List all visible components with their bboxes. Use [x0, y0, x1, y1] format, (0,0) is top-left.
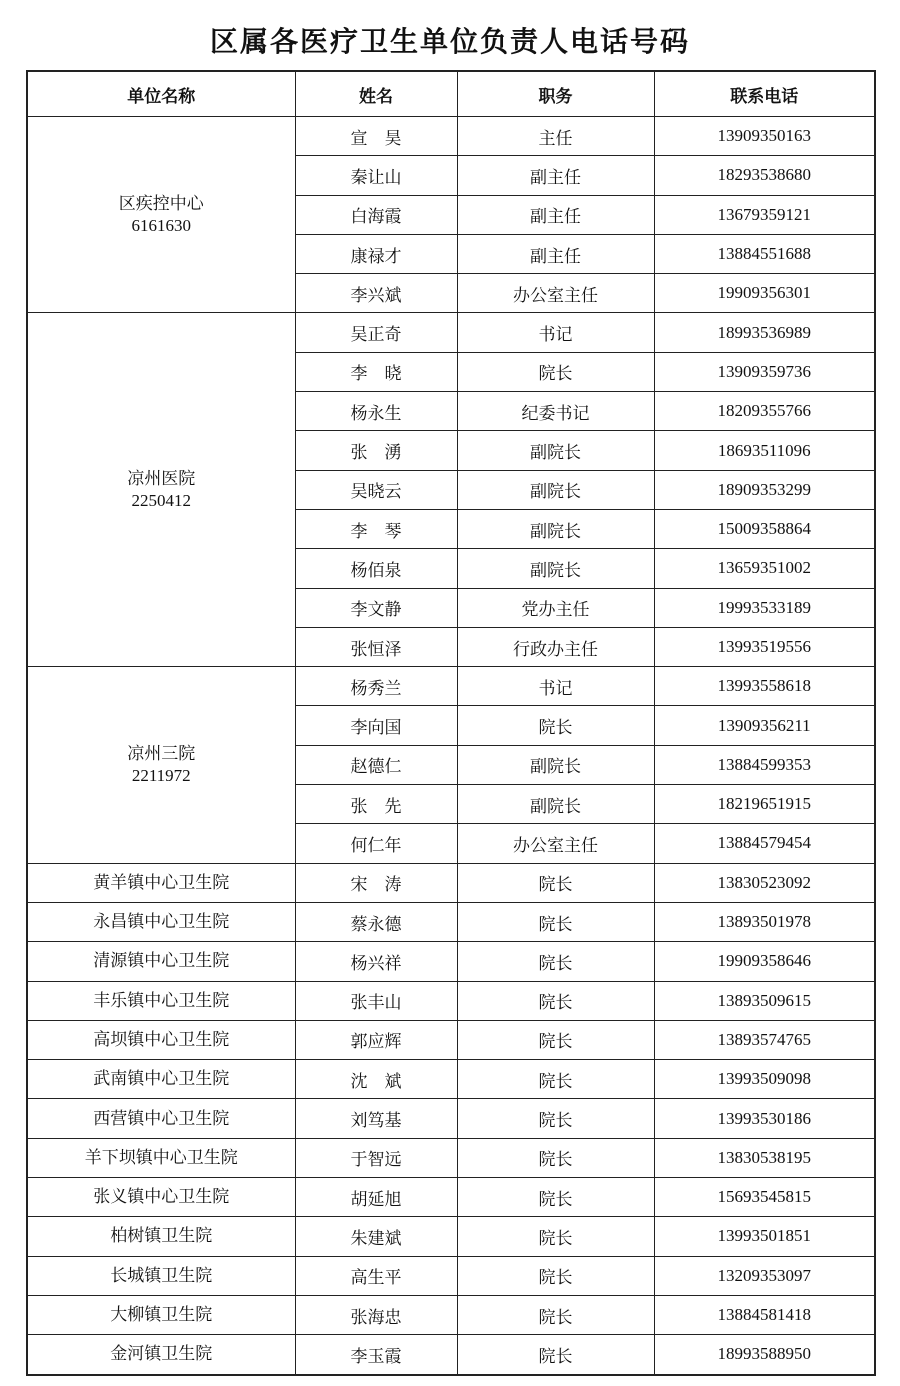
position: 办公室主任 [513, 285, 598, 306]
position-cell [457, 549, 654, 588]
unit-cell [27, 1335, 295, 1375]
person-name-cell [295, 981, 457, 1020]
position: 书记 [538, 678, 573, 699]
person-name: 高生平 [350, 1268, 402, 1289]
person-name-cell [295, 745, 457, 784]
unit-name: 高坝镇中心卫生院 [93, 1029, 230, 1050]
unit-name: 永昌镇中心卫生院 [93, 912, 230, 933]
position: 副院长 [530, 482, 581, 503]
unit-cell [27, 667, 295, 863]
person-name: 李向国 [350, 718, 402, 739]
position-cell [457, 195, 654, 234]
table-row [27, 1217, 875, 1256]
position: 院长 [538, 1032, 573, 1053]
phone-number: 13884599353 [717, 754, 811, 774]
position: 院长 [538, 364, 573, 385]
position: 院长 [538, 1307, 573, 1328]
unit-cell [27, 863, 295, 902]
phone-number: 13909359736 [717, 361, 811, 381]
person-name: 吴晓云 [350, 482, 402, 503]
person-name: 于智远 [350, 1150, 402, 1171]
position: 副院长 [530, 560, 581, 581]
position: 副主任 [530, 167, 581, 188]
person-name: 张丰山 [350, 993, 402, 1014]
phone-number: 13830523092 [717, 872, 811, 892]
person-name-cell [295, 1020, 457, 1059]
position-cell [457, 1335, 654, 1375]
position-cell [457, 392, 654, 431]
position: 副院长 [530, 757, 581, 778]
table-row [27, 1099, 875, 1138]
position-cell [457, 1178, 654, 1217]
person-name: 宣 昊 [350, 128, 402, 149]
phone-number-cell [654, 588, 875, 627]
unit-name: 武南镇中心卫生院 [93, 1069, 230, 1090]
phone-number-cell [654, 706, 875, 745]
phone-number: 13993558618 [717, 676, 811, 696]
phone-number: 13909350163 [717, 126, 811, 146]
position-cell [457, 745, 654, 784]
unit-cell [27, 981, 295, 1020]
position-cell [457, 824, 654, 863]
table-row [27, 1060, 875, 1099]
phone-number: 18693511096 [717, 440, 811, 460]
unit-cell [27, 1178, 295, 1217]
phone-number: 19909358646 [717, 951, 811, 971]
person-name-cell [295, 1099, 457, 1138]
position-cell [457, 313, 654, 352]
table-row [27, 1138, 875, 1177]
person-name-cell [295, 785, 457, 824]
phone-number-cell [654, 1178, 875, 1217]
position-cell [457, 352, 654, 391]
person-name-cell [295, 706, 457, 745]
phone-number: 13884551688 [717, 244, 811, 264]
phone-number-cell [654, 981, 875, 1020]
table-row [27, 1295, 875, 1334]
person-name: 张海忠 [350, 1307, 402, 1328]
unit-cell [27, 117, 295, 313]
person-name: 杨佰泉 [350, 560, 402, 581]
phone-number: 13893501978 [717, 912, 811, 932]
position-cell [457, 470, 654, 509]
unit-name: 长城镇卫生院 [110, 1265, 213, 1286]
position-cell [457, 785, 654, 824]
person-name: 白海霞 [350, 207, 402, 228]
person-name-cell [295, 549, 457, 588]
position: 副院长 [530, 796, 581, 817]
position-cell [457, 431, 654, 470]
phone-number: 13993501851 [717, 1226, 811, 1246]
person-name-cell [295, 942, 457, 981]
phone-number-cell [654, 1099, 875, 1138]
unit-name: 羊下坝镇中心卫生院 [84, 1147, 238, 1168]
person-name-cell [295, 1138, 457, 1177]
unit-name: 凉州医院 [127, 468, 196, 489]
phone-number: 13909356211 [717, 715, 811, 735]
table-row [27, 313, 875, 352]
position: 副院长 [530, 521, 581, 542]
unit-cell [27, 902, 295, 941]
phone-number-cell [654, 392, 875, 431]
position: 院长 [538, 1071, 573, 1092]
position: 院长 [538, 1150, 573, 1171]
person-name: 何仁年 [350, 835, 402, 856]
header-unit: 单位名称 [27, 71, 295, 117]
header-row [27, 71, 875, 117]
position-cell [457, 156, 654, 195]
unit-name: 金河镇卫生院 [110, 1344, 213, 1365]
table-row [27, 1020, 875, 1059]
person-name-cell [295, 902, 457, 941]
person-name-cell [295, 667, 457, 706]
phone-number: 13679359121 [717, 204, 811, 224]
phone-number-cell [654, 117, 875, 156]
table-row [27, 667, 875, 706]
position-cell [457, 1256, 654, 1295]
person-name-cell [295, 588, 457, 627]
table-row [27, 981, 875, 1020]
person-name-cell [295, 156, 457, 195]
person-name: 胡延旭 [350, 1189, 402, 1210]
unit-phone: 2250412 [131, 490, 191, 510]
unit-name: 清源镇中心卫生院 [93, 951, 230, 972]
unit-cell [27, 1138, 295, 1177]
position: 院长 [538, 1346, 573, 1367]
position-cell [457, 274, 654, 313]
phone-number: 15009358864 [717, 519, 811, 539]
position: 院长 [538, 953, 573, 974]
person-name: 张恒泽 [350, 639, 402, 660]
unit-cell [27, 313, 295, 667]
header-position: 职务 [457, 71, 654, 117]
position-cell [457, 1295, 654, 1334]
phone-number-cell [654, 431, 875, 470]
person-name-cell [295, 1256, 457, 1295]
person-name: 康禄才 [350, 246, 402, 267]
unit-cell [27, 1099, 295, 1138]
person-name: 李文静 [350, 600, 402, 621]
phone-number-cell [654, 1060, 875, 1099]
unit-name: 张义镇中心卫生院 [93, 1187, 230, 1208]
position-cell [457, 863, 654, 902]
position-cell [457, 234, 654, 273]
position-cell [457, 981, 654, 1020]
person-name-cell [295, 117, 457, 156]
phone-number: 13893574765 [717, 1029, 811, 1049]
position: 副院长 [530, 443, 581, 464]
phone-number-cell [654, 785, 875, 824]
position-cell [457, 942, 654, 981]
phone-number-cell [654, 1138, 875, 1177]
person-name: 刘笃基 [350, 1111, 402, 1132]
person-name: 吴正奇 [350, 325, 402, 346]
person-name: 赵德仁 [350, 757, 402, 778]
person-name: 朱建斌 [350, 1228, 402, 1249]
person-name-cell [295, 274, 457, 313]
phone-number: 19909356301 [717, 283, 811, 303]
position: 副主任 [530, 246, 581, 267]
phone-number: 18909353299 [717, 479, 811, 499]
person-name-cell [295, 1178, 457, 1217]
person-name: 李兴斌 [350, 285, 402, 306]
phone-number: 18209355766 [717, 401, 811, 421]
phone-number: 13830538195 [717, 1147, 811, 1167]
position: 办公室主任 [513, 835, 598, 856]
unit-name: 区疾控中心 [118, 193, 204, 214]
phone-number: 13993530186 [717, 1108, 811, 1128]
person-name-cell [295, 352, 457, 391]
position-cell [457, 667, 654, 706]
unit-name: 大柳镇卫生院 [110, 1305, 213, 1326]
person-name-cell [295, 392, 457, 431]
phone-number-cell [654, 863, 875, 902]
position-cell [457, 588, 654, 627]
unit-name: 凉州三院 [127, 743, 196, 764]
person-name: 宋 涛 [350, 875, 402, 896]
phone-number-cell [654, 627, 875, 666]
phone-number-cell [654, 313, 875, 352]
phone-number-cell [654, 667, 875, 706]
phone-number-cell [654, 1256, 875, 1295]
unit-name: 丰乐镇中心卫生院 [93, 990, 230, 1011]
unit-cell [27, 942, 295, 981]
phone-number-cell [654, 274, 875, 313]
position-cell [457, 1138, 654, 1177]
person-name-cell [295, 1335, 457, 1375]
person-name-cell [295, 824, 457, 863]
table-row [27, 902, 875, 941]
person-name-cell [295, 313, 457, 352]
person-name-cell [295, 863, 457, 902]
phone-number: 19993533189 [717, 597, 811, 617]
position: 院长 [538, 914, 573, 935]
phone-number: 13884581418 [717, 1305, 811, 1325]
table-body [27, 117, 875, 1375]
person-name: 杨永生 [350, 403, 402, 424]
phone-number-cell [654, 1020, 875, 1059]
phone-number: 13884579454 [717, 833, 811, 853]
unit-name: 西营镇中心卫生院 [93, 1108, 230, 1129]
person-name-cell [295, 1217, 457, 1256]
phone-number: 13993519556 [717, 637, 811, 656]
phone-number: 13993509098 [717, 1069, 811, 1089]
person-name: 沈 斌 [350, 1071, 402, 1092]
person-name: 杨秀兰 [350, 678, 402, 699]
phone-number: 18993588950 [717, 1344, 811, 1364]
unit-cell [27, 1256, 295, 1295]
phone-number-cell [654, 1335, 875, 1375]
person-name: 郭应辉 [350, 1032, 402, 1053]
phone-number-cell [654, 234, 875, 273]
table-row [27, 1256, 875, 1295]
position: 院长 [538, 1111, 573, 1132]
table-row [27, 942, 875, 981]
position-cell [457, 1020, 654, 1059]
phone-number-cell [654, 745, 875, 784]
contact-table [26, 70, 876, 1376]
position-cell [457, 627, 654, 666]
phone-number-cell [654, 509, 875, 548]
phone-number: 13893509615 [717, 990, 811, 1010]
phone-number: 13659351002 [717, 558, 811, 578]
phone-number: 18219651915 [717, 794, 811, 814]
position: 党办主任 [521, 600, 590, 621]
position-cell [457, 1099, 654, 1138]
phone-number-cell [654, 549, 875, 588]
unit-cell [27, 1020, 295, 1059]
position: 书记 [538, 325, 573, 346]
table-row [27, 1335, 875, 1375]
position: 副主任 [530, 207, 581, 228]
header-name: 姓名 [295, 71, 457, 117]
position: 院长 [538, 993, 573, 1014]
phone-number-cell [654, 195, 875, 234]
person-name: 杨兴祥 [350, 953, 402, 974]
person-name: 张 先 [350, 796, 402, 817]
header-phone: 联系电话 [654, 71, 875, 117]
position-cell [457, 1217, 654, 1256]
phone-number: 15693545815 [717, 1187, 811, 1207]
phone-number-cell [654, 1295, 875, 1334]
person-name: 李 晓 [350, 364, 402, 385]
unit-name: 黄羊镇中心卫生院 [93, 872, 230, 893]
person-name-cell [295, 431, 457, 470]
table-row [27, 1178, 875, 1217]
position-cell [457, 1060, 654, 1099]
person-name-cell [295, 509, 457, 548]
person-name-cell [295, 234, 457, 273]
position-cell [457, 509, 654, 548]
person-name: 蔡永德 [350, 914, 402, 935]
page-title: 区属各医疗卫生单位负责人电话号码 [209, 25, 690, 58]
person-name-cell [295, 627, 457, 666]
person-name-cell [295, 195, 457, 234]
unit-cell [27, 1217, 295, 1256]
phone-number-cell [654, 470, 875, 509]
phone-number: 18293538680 [717, 165, 811, 185]
person-name: 李玉霞 [350, 1346, 402, 1367]
phone-number: 18993536989 [717, 322, 811, 342]
position-cell [457, 117, 654, 156]
phone-number-cell [654, 352, 875, 391]
person-name: 张 湧 [350, 443, 402, 464]
unit-cell [27, 1295, 295, 1334]
phone-number-cell [654, 156, 875, 195]
unit-name: 柏树镇卫生院 [110, 1226, 213, 1247]
person-name-cell [295, 1295, 457, 1334]
person-name-cell [295, 1060, 457, 1099]
position: 行政办主任 [513, 639, 598, 660]
person-name: 秦让山 [350, 167, 402, 188]
position: 主任 [538, 128, 573, 149]
unit-phone: 2211972 [131, 765, 191, 785]
person-name-cell [295, 470, 457, 509]
phone-number-cell [654, 942, 875, 981]
unit-cell [27, 1060, 295, 1099]
table-row [27, 863, 875, 902]
position: 院长 [538, 1228, 573, 1249]
phone-number-cell [654, 902, 875, 941]
phone-number-cell [654, 1217, 875, 1256]
phone-number: 13209353097 [717, 1265, 811, 1285]
person-name: 李 琴 [350, 521, 402, 542]
position: 院长 [538, 875, 573, 896]
position-cell [457, 706, 654, 745]
position: 院长 [538, 1268, 573, 1289]
position-cell [457, 902, 654, 941]
position: 院长 [538, 718, 573, 739]
position: 纪委书记 [521, 403, 590, 424]
phone-number-cell [654, 824, 875, 863]
unit-phone: 6161630 [131, 215, 191, 235]
table-row [27, 117, 875, 156]
position: 院长 [538, 1189, 573, 1210]
